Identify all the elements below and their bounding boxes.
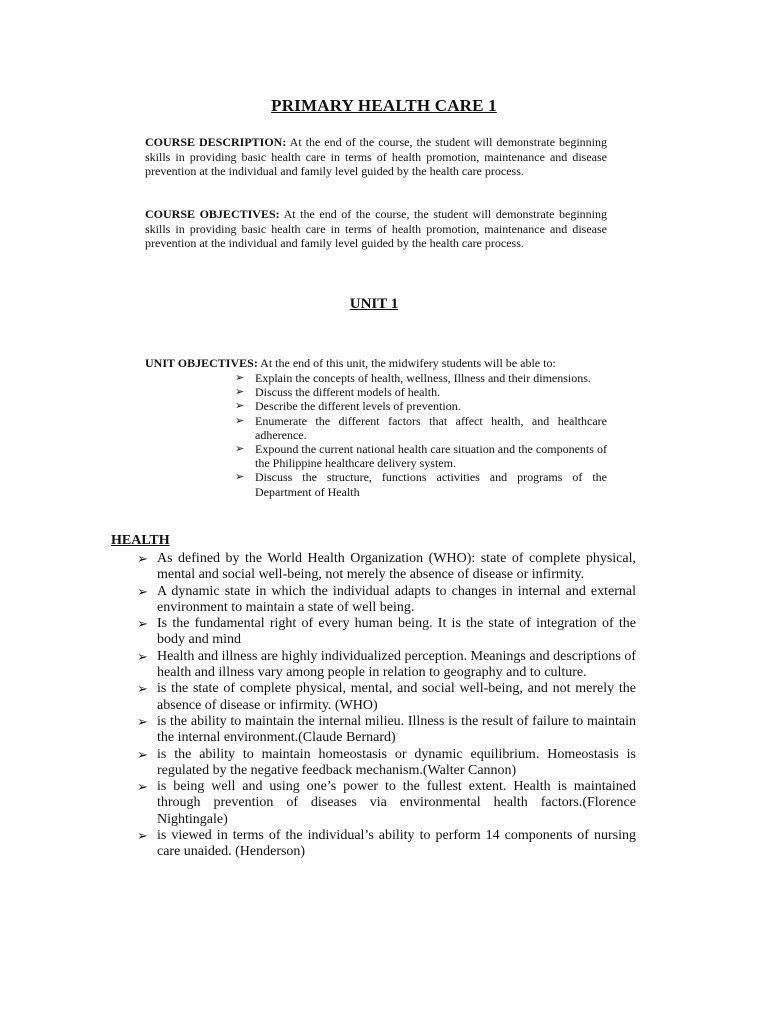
arrow-bullet-icon: ➢	[137, 746, 148, 762]
arrow-bullet-icon: ➢	[137, 779, 148, 795]
arrow-bullet-icon: ➢	[137, 828, 148, 844]
list-item	[137, 551, 636, 584]
list-item	[137, 779, 636, 828]
list-item-text: As defined by the World Health Organization (WHO): state of complete physical, mental and social well-being, not merely the absence of disease or infirmity.	[157, 551, 636, 583]
list-item-text: A dynamic state in which the individual adapts to changes in internal and external environment to maintain a state of well being.	[157, 583, 636, 615]
unit-objectives-list	[233, 371, 607, 499]
list-item-text: Explain the concepts of health, wellness, Illness and their dimensions.	[255, 371, 591, 385]
list-item	[137, 584, 636, 617]
unit-title: UNIT 1	[349, 296, 399, 312]
list-item	[137, 828, 636, 861]
list-item	[233, 399, 607, 413]
list-item	[233, 414, 607, 442]
arrow-bullet-icon: ➢	[235, 372, 245, 384]
arrow-bullet-icon: ➢	[235, 386, 245, 399]
course-objectives	[145, 207, 607, 251]
list-item-text: Expound the current national health care situation and the components of the Philippine healthcare delivery system.	[255, 442, 607, 471]
list-item	[233, 371, 607, 385]
list-item	[233, 385, 607, 399]
list-item-text: is being well and using one’s power to the fullest extent. Health is maintained through prevention of diseases via environmental health factors.(Florence Nightingale)	[157, 779, 636, 827]
list-item	[137, 616, 636, 649]
list-item	[137, 649, 636, 682]
arrow-bullet-icon: ➢	[235, 471, 245, 484]
list-item	[137, 681, 636, 714]
arrow-bullet-icon: ➢	[137, 648, 148, 664]
list-item	[233, 470, 607, 498]
list-item	[137, 714, 636, 747]
course-objectives-text: At the end of the course, the student will demonstrate beginning skills in providing basic health care in terms of health promotion, maintenance and disease prevention at the individual and family level guided by the health care process.	[145, 207, 608, 251]
list-item-text: is viewed in terms of the individual’s ability to perform 14 components of nursing care unaided. (Henderson)	[157, 828, 636, 860]
list-item-text: Is the fundamental right of every human being. It is the state of integration of the body and mind	[157, 616, 636, 648]
arrow-bullet-icon: ➢	[137, 583, 148, 599]
list-item	[137, 747, 636, 780]
unit-objectives-intro: At the end of this unit, the midwifery students will be able to:	[260, 356, 556, 370]
course-description-text: At the end of the course, the student will demonstrate beginning skills in providing basic health care in terms of health promotion, maintenance and disease prevention at the individual and family level guided by the health care process.	[145, 135, 608, 179]
health-definitions-list	[137, 551, 636, 861]
arrow-bullet-icon: ➢	[137, 681, 148, 697]
health-heading: HEALTH	[111, 533, 170, 548]
list-item-text: is the ability to maintain homeostasis or dynamic equilibrium. Homeostasis is regulated by the negative feedback mechanism.(Walter Cannon)	[157, 746, 636, 778]
list-item-text: is the state of complete physical, mental, and social well-being, and not merely the absence of disease or infirmity. (WHO)	[157, 681, 636, 713]
unit-objectives-heading	[145, 356, 615, 370]
list-item-text: Health and illness are highly individualized perception. Meanings and descriptions of health and illness vary among people in relation to geography and to culture.	[157, 648, 636, 681]
course-description	[145, 135, 607, 179]
arrow-bullet-icon: ➢	[137, 551, 148, 566]
list-item-text: Enumerate the different factors that affect health, and healthcare adherence.	[255, 413, 607, 442]
course-objectives-label: COURSE OBJECTIVES:	[145, 207, 280, 221]
arrow-bullet-icon: ➢	[137, 616, 148, 632]
unit-objectives-label: UNIT OBJECTIVES:	[145, 356, 258, 370]
list-item-text: is the ability to maintain the internal milieu. Illness is the result of failure to maintain the internal environment.(Claude Bernard)	[157, 713, 636, 746]
list-item	[233, 442, 607, 470]
arrow-bullet-icon: ➢	[235, 414, 245, 427]
list-item-text: Describe the different levels of prevention.	[255, 399, 461, 414]
arrow-bullet-icon: ➢	[137, 713, 148, 729]
arrow-bullet-icon: ➢	[235, 400, 245, 413]
page-title: PRIMARY HEALTH CARE 1	[271, 96, 497, 115]
arrow-bullet-icon: ➢	[235, 443, 245, 456]
list-item-text: Discuss the different models of health.	[255, 385, 441, 400]
list-item-text: Discuss the structure, functions activities and programs of the Department of Health	[255, 470, 607, 499]
course-description-label: COURSE DESCRIPTION:	[145, 135, 287, 149]
